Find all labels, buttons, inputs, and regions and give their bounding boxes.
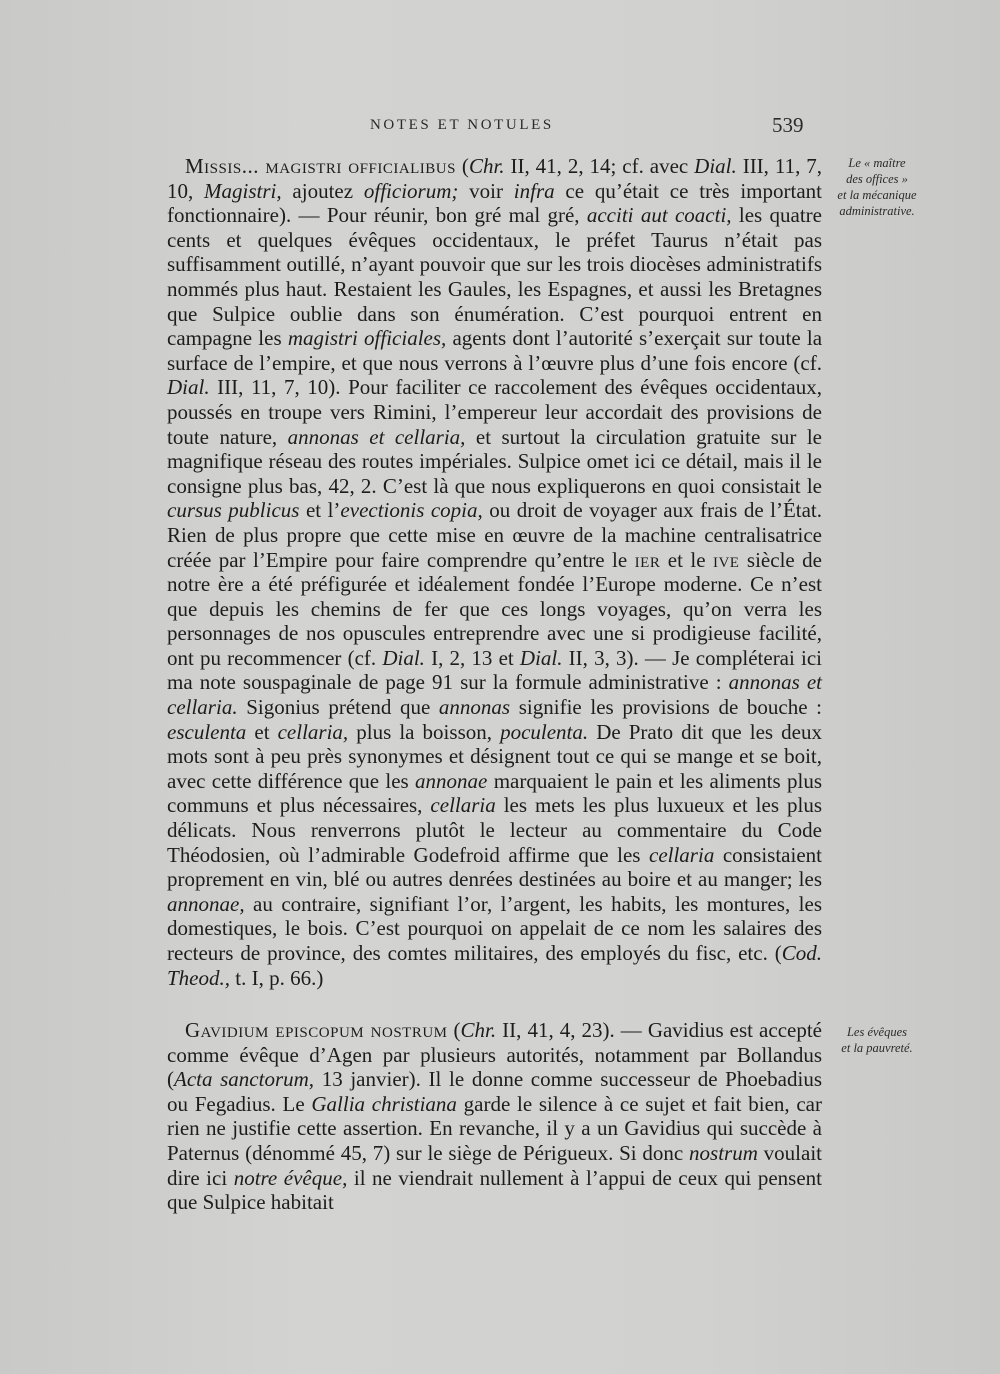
text-run: les mets les plus luxueux et les plus délicats. Nous renverrons plutôt le lecteur au commentaire du Code Théodosien, où l’admirable Godefroid affirme que les	[167, 793, 822, 867]
margin-note-line: administrative.	[839, 204, 915, 218]
text-run: II, 41, 2, 14; cf. avec	[504, 154, 695, 178]
text-run-italic: poculenta.	[500, 719, 589, 744]
note-lemma: Gavidium episcopum nostrum	[185, 1018, 448, 1042]
text-run-italic: esculenta	[167, 719, 247, 744]
text-run-italic: Dial.	[167, 375, 210, 400]
margin-note-line: des offices »	[846, 172, 908, 186]
text-run: II, 3, 3). — Je compléterai ici ma note souspaginale de page 91 sur la formule administrative :	[167, 645, 822, 695]
note-gavidium-episcopum	[167, 1018, 822, 1215]
text-run-italic: Chr.	[468, 154, 505, 178]
text-run: il ne viendrait nullement à l’appui de ceux qui pensent que Sulpice habitait	[167, 1165, 822, 1215]
text-run: III, 11, 7, 10,	[167, 154, 823, 203]
text-run-italic: annonae,	[167, 891, 245, 916]
text-run-italic: cellaria,	[277, 719, 349, 744]
text-run-italic: Gallia christiana	[311, 1091, 457, 1116]
text-run-italic: infra	[513, 178, 555, 203]
text-run-italic: Acta sanctorum,	[174, 1067, 315, 1092]
text-run: ce qu’était ce très important fonctionnaire). — Pour réunir, bon gré mal gré,	[167, 178, 823, 228]
margin-note-line: et la mécanique	[837, 188, 917, 202]
text-run-italic: Dial.	[694, 154, 737, 178]
text-run-italic: Magistri,	[204, 178, 282, 203]
text-run-italic: cursus publicus	[167, 498, 300, 523]
text-run: et surtout la circulation gratuite sur le magnifique réseau des routes impériales. Sulpice omet ici ce détail, mais il le consigne plus bas, 42, 2. C’est là que nous expliquerons en quoi consistait le	[167, 424, 822, 498]
text-run-italic: annonae	[415, 768, 488, 793]
text-run-italic: acciti aut coacti,	[586, 203, 732, 228]
ordinal-numeral: ive	[712, 547, 740, 572]
text-run: 13 janvier). Il le donne comme successeur de Phoebadius ou Fegadius. Le	[167, 1067, 822, 1116]
text-run-italic: Cod. Theod.,	[167, 941, 822, 990]
text-run: ou droit de voyager aux frais de l’État. Rien de plus propre que cette mise en œuvre de la machine centralisatrice créée par l’Empire pour faire comprendre qu’entre le	[167, 498, 823, 572]
text-run-italic: cellaria	[649, 842, 715, 867]
text-run-italic: nostrum	[689, 1140, 758, 1165]
text-run: marquaient le pain et les aliments plus communs et plus nécessaires,	[167, 768, 822, 818]
text-run: II, 41, 4, 23). — Gavidius est accepté comme évêque d’Agen par plusieurs autorités, notamment par Bollandus (	[167, 1018, 822, 1092]
text-run-italic: evectionis copia,	[340, 498, 483, 523]
text-run: et	[246, 719, 278, 744]
text-run: garde le silence à ce sujet et fait bien, car rien ne justifie cette assertion. En revanche, il y a un Gavidius qui succède à Paternus (dénommé 45, 7) sur le siège de Périgueux. Si donc	[167, 1091, 822, 1165]
ordinal-numeral: ier	[634, 547, 661, 572]
text-run: (	[456, 154, 469, 178]
text-run: De Prato dit que les deux mots sont à peu près synonymes et désignent tout ce qui se mange et se boit, avec cette différence que les	[167, 719, 822, 793]
text-run: signifie les provisions de bouche :	[510, 695, 823, 720]
margin-note-maitre-des-offices	[826, 155, 928, 219]
running-title: NOTES ET NOTULES	[370, 117, 554, 133]
text-run: Sigonius prétend que	[237, 695, 439, 720]
text-run: consistaient proprement en vin, blé ou autres denrées destinées au boire et au manger; les	[167, 842, 822, 892]
text-run: siècle de notre ère a été préfigurée et idéalement fondée l’Europe moderne. Ce n’est que depuis les chemins de fer que ces longs voyages, qu’on verra les personnages de nos opuscules entreprendre avec une si prodigieuse facilité, ont pu recommencer (cf.	[167, 547, 823, 670]
text-run-italic: Dial.	[382, 645, 425, 670]
text-run: et l’	[299, 498, 341, 523]
text-run: les quatre cents et quelques évêques occidentaux, le préfet Taurus n’était pas suffisamment outillé, n’ayant pouvoir que sur les trois diocèses administratifs nommés plus haut. Restaient les Gaules, les Espagnes, et aussi les Bretagnes que Sulpice oublie dans son énumération. C’est pourquoi entrent en campagne les	[167, 203, 822, 351]
text-run: agents dont l’autorité s’exerçait sur toute la surface de l’empire, et que nous verrons à l’œuvre plus d’une fois encore (cf.	[167, 326, 823, 375]
text-run: au contraire, signifiant l’or, l’argent, les habits, les montures, les domestiques, le bois. C’est pourquoi on appelait de ce nom les salaires des recteurs de province, des comtes militaires, des employés du fisc, etc. (	[167, 891, 822, 965]
text-run: plus la boisson,	[348, 719, 501, 744]
text-run: I, 2, 13 et	[424, 645, 520, 670]
text-run: voulait dire ici	[167, 1140, 822, 1190]
note-lemma: Missis... magistri officialibus	[185, 154, 456, 178]
text-run: voir	[458, 178, 514, 203]
margin-note-eveques-pauvrete	[826, 1024, 928, 1056]
text-run-italic: notre évêque,	[233, 1165, 348, 1190]
margin-note-line: Le « maître	[848, 156, 906, 170]
text-run: (	[447, 1018, 461, 1042]
text-run: t. I, p. 66.)	[230, 965, 324, 990]
text-run-italic: officiorum;	[363, 178, 459, 203]
text-run-italic: annonas	[438, 695, 511, 720]
text-run-italic: annonas et cellaria,	[287, 424, 466, 449]
text-run: ajoutez	[281, 178, 364, 203]
text-run-italic: Dial.	[519, 645, 563, 670]
text-run: III, 11, 7, 10). Pour faciliter ce raccolement des évêques occidentaux, poussés en troupe vers Rimini, l’empereur leur accordait des provisions de toute nature,	[167, 375, 822, 449]
margin-note-line: Les évêques	[846, 1025, 908, 1039]
margin-note-line: et la pauvreté.	[841, 1041, 913, 1055]
text-run: et le	[660, 547, 713, 572]
text-run-italic: annonas et cellaria.	[167, 670, 823, 720]
page-number: 539	[772, 113, 804, 137]
text-run-italic: Chr.	[460, 1018, 497, 1042]
note-missis-magistri	[167, 154, 822, 990]
text-run-italic: cellaria	[430, 793, 496, 818]
text-run-italic: magistri officiales,	[287, 326, 447, 351]
